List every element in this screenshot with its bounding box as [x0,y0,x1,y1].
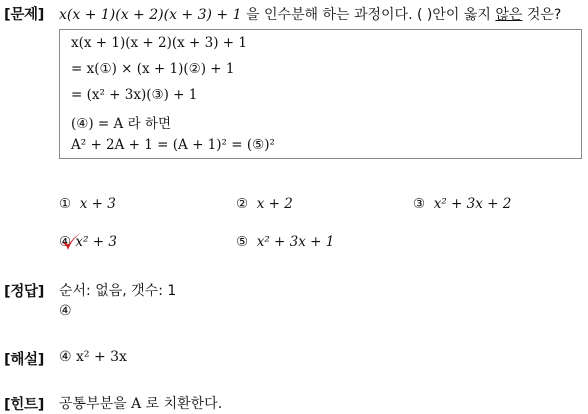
answer-line-2: ④ [59,303,72,319]
answer-line-1: 순서: 없음, 갯수: 1 [59,283,177,299]
choice-1[interactable] [59,196,116,212]
explanation-text: ④ x² + 3x [59,349,127,365]
choice-1-text: x + 3 [79,196,116,212]
derivation-line-3: = (x² + 3x)(③) + 1 [71,87,198,103]
question-underlined: 않은 [495,7,523,23]
question-expression: x(x + 1)(x + 2)(x + 3) + 1 [59,7,242,23]
explanation-label: [해설] [4,352,45,368]
question-end: 것은? [522,7,562,23]
choice-2-text: x + 2 [256,196,293,212]
derivation-line-2: = x(①) × (x + 1)(②) + 1 [71,61,235,77]
problem-label: [문제] [4,7,45,23]
choice-3-number: ③ [413,196,426,212]
derivation-box [59,29,582,159]
choice-5[interactable] [236,234,334,250]
choice-2[interactable] [236,196,293,212]
choice-4-text: x² + 3 [75,234,117,250]
derivation-line-5: A² + 2A + 1 = (A + 1)² = (⑤)² [71,137,275,153]
hint-label: [힌트] [4,397,45,413]
derivation-line-1: x(x + 1)(x + 2)(x + 3) + 1 [71,35,247,51]
choice-3-text: x² + 3x + 2 [433,196,512,212]
derivation-line-4: (④) = A 라 하면 [71,116,171,132]
checkmark-icon [60,232,82,252]
hint-text: 공통부분을 A 로 치환한다. [59,396,223,412]
question-text: 을 인수분해 하는 과정이다. ( )안이 옳지 [241,7,496,23]
choice-5-text: x² + 3x + 1 [256,234,335,250]
choice-5-number: ⑤ [236,234,249,250]
problem-question [59,4,561,24]
choice-1-number: ① [59,196,72,212]
choice-2-number: ② [236,196,249,212]
answer-label: [정답] [4,284,45,300]
choice-3[interactable] [413,196,511,212]
choice-4-number: ④ [59,234,72,250]
